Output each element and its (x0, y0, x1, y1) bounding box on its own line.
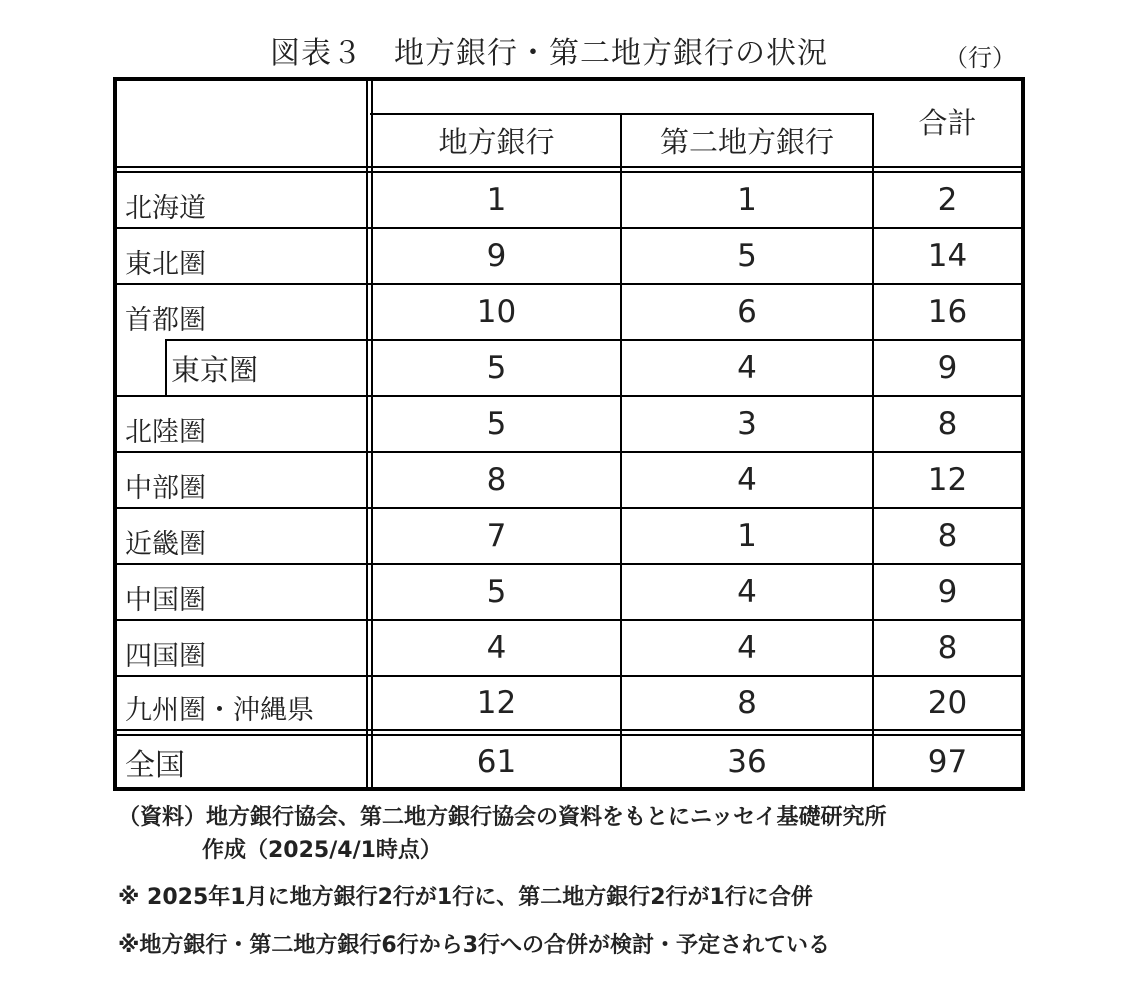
planned-merger-note: ※地方銀行・第二地方銀行6行から3行への合併が検討・予定されている (118, 933, 831, 958)
cell-shikoku-total: 8 (937, 630, 958, 666)
cell-kinki-daini: 1 (737, 518, 757, 554)
cell-chugoku-daini: 4 (737, 574, 757, 610)
row-label-hokkaido: 北海道 (125, 192, 206, 224)
cell-tokyoken-chiho: 5 (486, 350, 507, 386)
header-daini-chiho-ginko: 第二地方銀行 (659, 125, 834, 159)
header-chiho-ginko: 地方銀行 (438, 125, 555, 159)
cell-zenkoku-total: 97 (927, 743, 968, 780)
cell-chubu-chiho: 8 (486, 462, 507, 498)
source-note-line1: （資料）地方銀行協会、第二地方銀行協会の資料をもとにニッセイ基礎研究所 (118, 805, 887, 830)
cell-shikoku-daini: 4 (737, 630, 757, 666)
figure-title: 図表３ 地方銀行・第二地方銀行の状況 (270, 36, 828, 71)
cell-zenkoku-daini: 36 (727, 743, 767, 780)
cell-kyushu-daini: 8 (737, 685, 757, 721)
cell-chugoku-chiho: 5 (486, 574, 507, 610)
cell-hokkaido-total: 2 (937, 182, 958, 218)
cell-chubu-daini: 4 (737, 462, 757, 498)
cell-hokkaido-chiho: 1 (486, 182, 507, 218)
cell-hokkaido-daini: 1 (737, 182, 757, 218)
cell-tohoku-chiho: 9 (486, 238, 507, 274)
row-label-chubu: 中部圏 (125, 472, 206, 504)
cell-hokuriku-chiho: 5 (486, 406, 507, 442)
cell-tokyoken-daini: 4 (737, 350, 757, 386)
cell-chubu-total: 12 (927, 462, 968, 498)
cell-shutoken-total: 16 (927, 294, 968, 330)
cell-tohoku-daini: 5 (737, 238, 757, 274)
row-label-shikoku: 四国圏 (125, 640, 206, 672)
cell-kyushu-chiho: 12 (476, 685, 517, 721)
merger-note: ※ 2025年1月に地方銀行2行が1行に、第二地方銀行2行が1行に合併 (118, 885, 813, 910)
row-label-kyushu-okinawa: 九州圏・沖縄県 (125, 694, 314, 726)
cell-kinki-total: 8 (937, 518, 958, 554)
cell-shutoken-chiho: 10 (476, 294, 517, 330)
header-total: 合計 (918, 105, 977, 140)
cell-kyushu-total: 20 (927, 685, 968, 721)
cell-zenkoku-chiho: 61 (476, 743, 517, 780)
cell-hokuriku-total: 8 (937, 406, 958, 442)
cell-shikoku-chiho: 4 (486, 630, 507, 666)
source-note-line2: 作成（2025/4/1時点） (202, 838, 442, 863)
cell-hokuriku-daini: 3 (737, 406, 757, 442)
row-label-tokyoken: 東京圏 (171, 352, 259, 387)
cell-kinki-chiho: 7 (486, 518, 507, 554)
row-label-chugoku: 中国圏 (125, 584, 206, 616)
row-label-zenkoku: 全国 (125, 747, 185, 783)
cell-chugoku-total: 9 (937, 574, 958, 610)
cell-tohoku-total: 14 (927, 238, 968, 274)
row-label-shutoken: 首都圏 (125, 304, 206, 336)
bank-status-table (113, 77, 1025, 791)
unit-label: （行） (944, 44, 1016, 72)
row-label-hokuriku: 北陸圏 (125, 416, 206, 448)
cell-shutoken-daini: 6 (737, 294, 757, 330)
cell-tokyoken-total: 9 (937, 350, 958, 386)
row-label-kinki: 近畿圏 (125, 528, 206, 560)
row-label-tohoku: 東北圏 (125, 248, 206, 280)
